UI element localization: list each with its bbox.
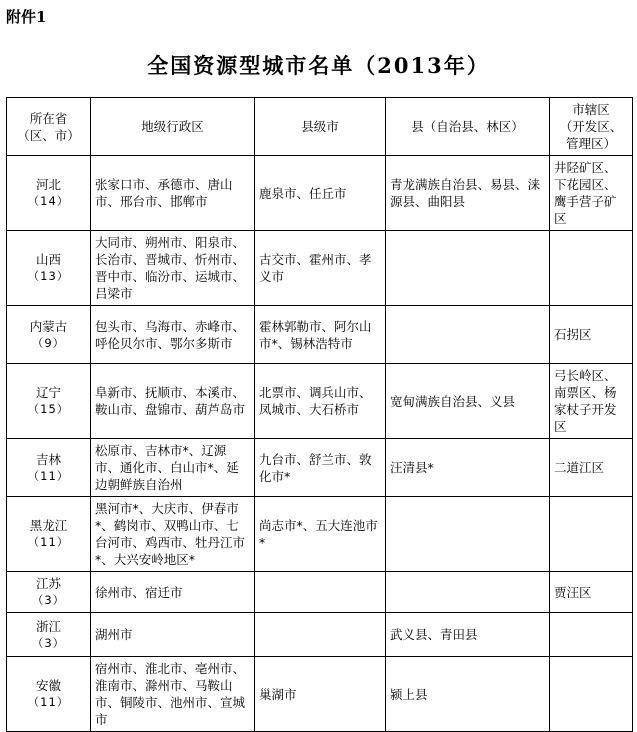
table-row (7, 306, 633, 364)
county-city-cell: 九台市、舒兰市、敦化市* (255, 439, 386, 497)
district-cell (550, 613, 633, 657)
county-cell (386, 306, 550, 364)
header-county (386, 98, 550, 156)
prefecture-cell: 包头市、乌海市、赤峰市、呼伦贝尔市、鄂尔多斯市 (91, 306, 255, 364)
table-row (7, 364, 633, 439)
district-cell: 二道江区 (550, 439, 633, 497)
province-count: （14） (27, 194, 70, 208)
district-cell: 石拐区 (550, 306, 633, 364)
province-count: （11） (27, 468, 70, 483)
province-name: 安徽 (35, 678, 61, 693)
county-city-cell (255, 613, 386, 657)
county-cell: 青龙满族自治县、易县、涞源县、曲阳县 (386, 156, 550, 231)
header-district (550, 98, 633, 156)
prefecture-cell: 松原市、吉林市*、辽源市、通化市、白山市*、延边朝鲜族自治州 (91, 439, 255, 497)
district-cell: 弓长岭区、南票区、杨家杖子开发区 (550, 364, 633, 439)
table-row (7, 231, 633, 306)
prefecture-cell: 阜新市、抚顺市、本溪市、鞍山市、盘锦市、葫芦岛市 (91, 364, 255, 439)
prefecture-cell: 张家口市、承德市、唐山市、邢台市、邯郸市 (91, 156, 255, 231)
header-prefecture (91, 98, 255, 156)
table-body (7, 156, 633, 732)
table-row (7, 439, 633, 497)
county-city-cell: 巢湖市 (255, 657, 386, 732)
province-name: 辽宁 (35, 385, 61, 400)
province-cell (7, 231, 91, 306)
prefecture-cell: 徐州市、宿迁市 (91, 572, 255, 613)
province-count: （11） (27, 695, 70, 709)
header-county-city (255, 98, 386, 156)
county-city-cell (255, 572, 386, 613)
province-name: 吉林 (35, 451, 61, 467)
prefecture-cell: 湖州市 (91, 613, 255, 657)
province-cell (7, 613, 91, 657)
province-count: （13） (27, 269, 70, 283)
district-cell: 贾汪区 (550, 572, 633, 613)
province-cell (7, 364, 91, 439)
county-city-cell: 古交市、霍州市、孝义市 (255, 231, 386, 306)
header-county-line: 县（自治县、林区） (411, 119, 524, 134)
resource-city-table (6, 97, 633, 732)
header-district-line: （开发区、 (559, 119, 623, 134)
province-cell (7, 439, 91, 497)
county-city-cell: 霍林郭勒市、阿尔山市*、锡林浩特市 (255, 306, 386, 364)
county-cell: 宽甸满族自治县、义县 (386, 364, 550, 439)
table-row (7, 156, 633, 231)
district-cell (550, 497, 633, 572)
prefecture-cell: 大同市、朔州市、阳泉市、长治市、晋城市、忻州市、晋中市、临汾市、运城市、吕梁市 (91, 231, 255, 306)
province-name: 山西 (35, 252, 61, 267)
province-name: 内蒙古 (29, 318, 68, 334)
prefecture-cell: 宿州市、淮北市、亳州市、淮南市、滁州市、马鞍山市、铜陵市、池州市、宣城市 (91, 657, 255, 732)
page-title: 全国资源型城市名单（2013年） (147, 53, 490, 78)
province-cell (7, 497, 91, 572)
header-row (7, 98, 633, 156)
district-cell (550, 231, 633, 306)
header-district-line: 管理区） (565, 136, 616, 151)
province-name: 浙江 (35, 618, 61, 634)
province-name: 河北 (35, 177, 61, 192)
table-header (7, 98, 633, 156)
province-count: （11） (27, 535, 70, 549)
county-city-cell: 北票市、调兵山市、凤城市、大石桥市 (255, 364, 386, 439)
province-cell (7, 657, 91, 732)
header-prefecture-line: 地级行政区 (141, 119, 204, 134)
county-city-cell: 鹿泉市、任丘市 (255, 156, 386, 231)
province-cell (7, 572, 91, 613)
county-cell (386, 497, 550, 572)
province-cell (7, 156, 91, 231)
county-city-cell: 尚志市*、五大连池市* (255, 497, 386, 572)
county-cell: 武义县、青田县 (386, 613, 550, 657)
county-cell: 汪清县* (386, 439, 550, 497)
province-name: 江苏 (35, 576, 61, 591)
county-cell (386, 231, 550, 306)
county-cell (386, 572, 550, 613)
table-row (7, 613, 633, 657)
county-cell: 颍上县 (386, 657, 550, 732)
header-province-line: （区、市） (17, 127, 80, 143)
attachment-label: 附件1 (6, 8, 47, 26)
province-count: （3） (31, 593, 66, 607)
table-row (7, 657, 633, 732)
header-province-line: 所在省 (29, 110, 68, 126)
province-cell (7, 306, 91, 364)
province-count: （9） (31, 335, 66, 350)
district-cell: 井陉矿区、下花园区、鹰手营子矿区 (550, 156, 633, 231)
district-cell (550, 657, 633, 732)
header-county-city-line: 县级市 (301, 119, 339, 134)
province-count: （15） (27, 402, 70, 416)
province-name: 黑龙江 (29, 518, 68, 533)
header-province (7, 98, 91, 156)
prefecture-cell: 黑河市*、大庆市、伊春市*、鹤岗市、双鸭山市、七台河市、鸡西市、牡丹江市*、大兴安岭地区* (91, 497, 255, 572)
header-district-line: 市辖区 (572, 102, 610, 117)
province-count: （3） (31, 635, 66, 650)
table-row (7, 497, 633, 572)
table-row (7, 572, 633, 613)
